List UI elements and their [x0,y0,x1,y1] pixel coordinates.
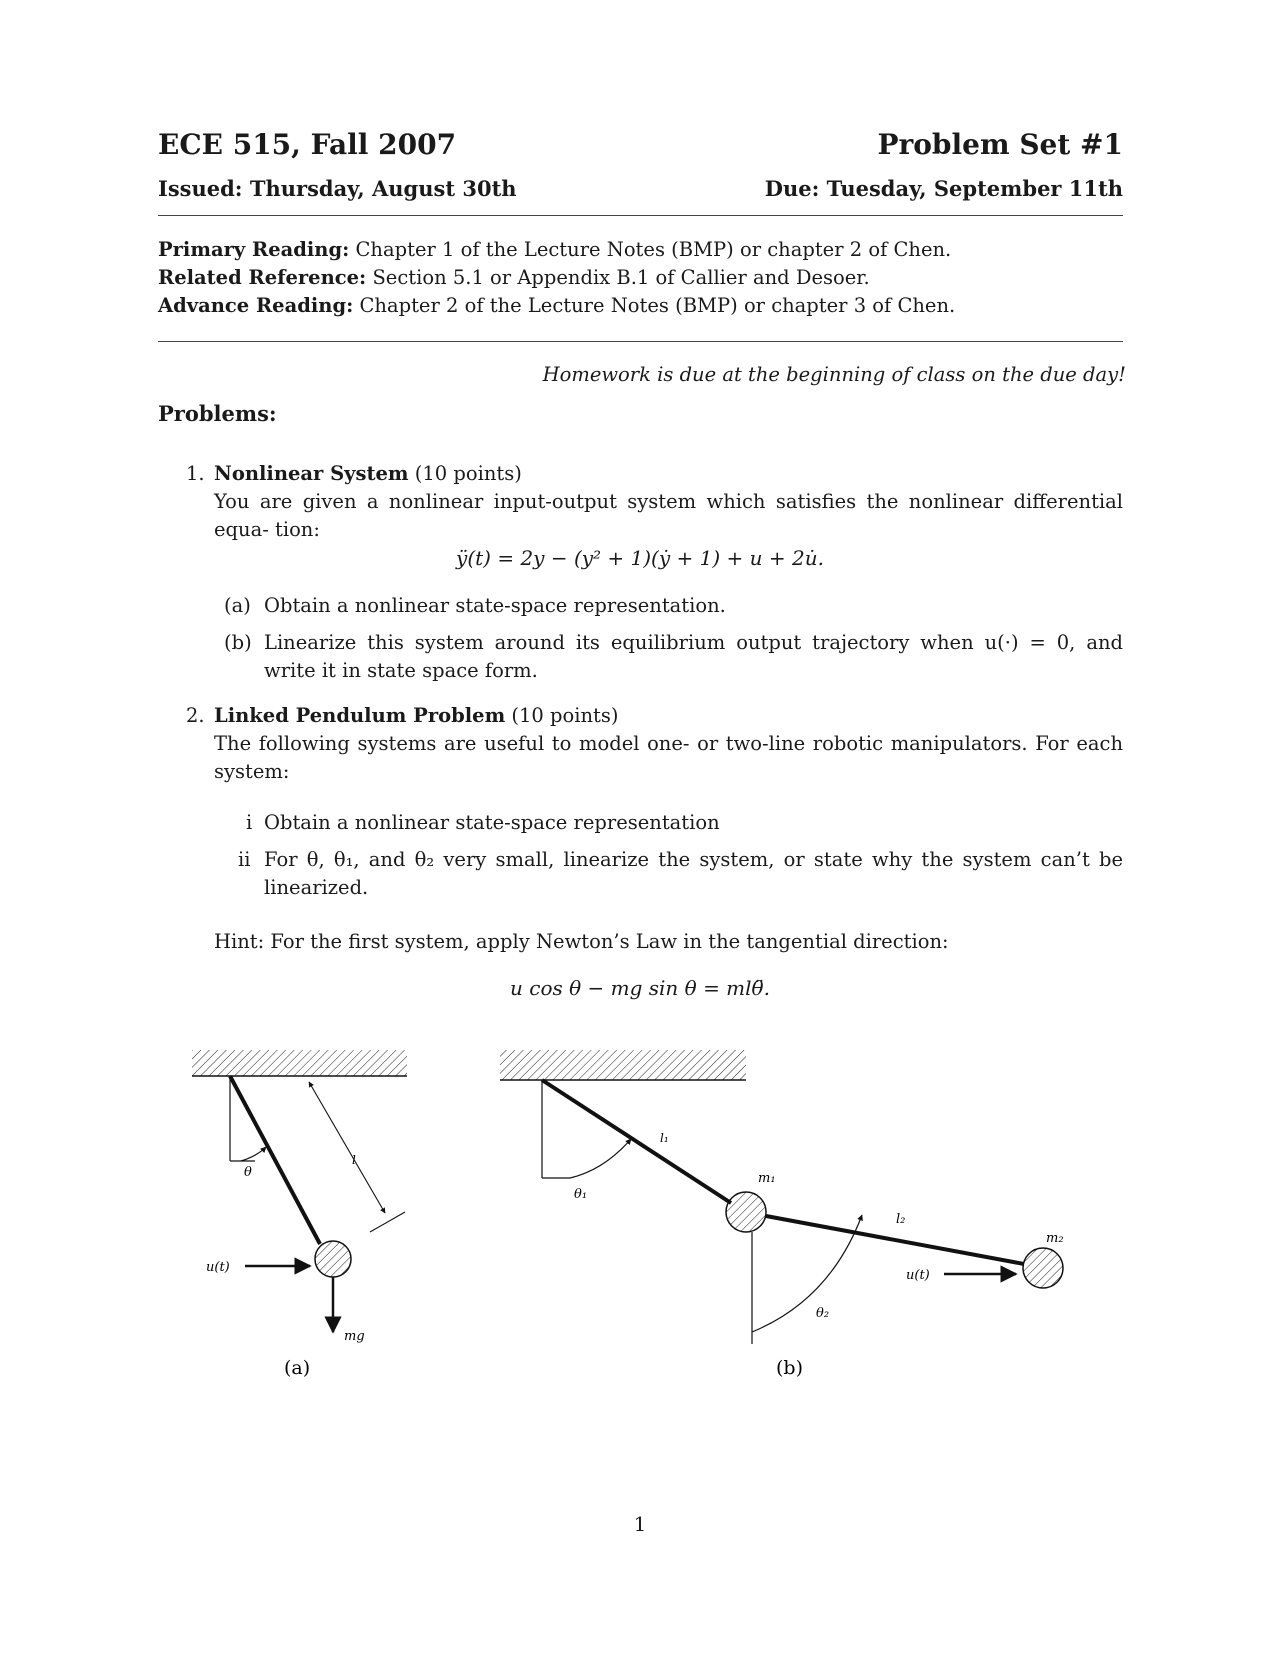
figure-b-input-label: u(t) [906,1268,930,1283]
problem2-points: (10 points) [511,704,619,727]
problem2-hint-equation: u cos θ − mg sin θ = mlθ̈. [510,976,770,1000]
figure-a-theta-label: θ [244,1165,252,1180]
figure-b-theta2-label: θ₂ [816,1306,830,1321]
problems-heading: Problems: [158,401,277,426]
figure-b-mass-1 [726,1192,766,1232]
issued-date: Issued: Thursday, August 30th [158,176,517,201]
problem1-title: Nonlinear System [214,462,409,485]
problem1-equation: ÿ(t) = 2y − (y² + 1)(ẏ + 1) + u + 2u̇. [456,546,824,570]
figure-b-caption: (b) [776,1357,803,1379]
figure-b-m1-label: m₁ [758,1171,776,1186]
figure-a-mass [315,1241,351,1277]
problem-set-title: Problem Set #1 [877,128,1123,161]
primary-reading-label: Primary Reading: [158,238,350,261]
figure-b-theta1-label: θ₁ [574,1187,588,1202]
figure-b-rod-1 [542,1080,731,1203]
problem1-part-b-marker: (b) [224,631,252,654]
problem1-intro: You are given a nonlinear input-output system which satisfies the nonlinear differential equa- tion: [214,490,1123,541]
primary-reading [158,236,951,264]
figure-b-l1-label: l₁ [660,1131,669,1145]
problem2-number: 2. [186,704,205,727]
problem2-intro: The following systems are useful to model one- or two-line robotic manipulators. For each system: [214,732,1123,783]
course-title: ECE 515, Fall 2007 [158,128,457,161]
problem1-heading [214,460,522,488]
related-reference-label: Related Reference: [158,266,367,289]
figure-b-l2-label: l₂ [896,1212,906,1227]
figure-a [192,1050,407,1379]
figure-b-mass-2 [1023,1248,1063,1288]
figure-a-ceiling [192,1050,407,1076]
problem2-title: Linked Pendulum Problem [214,704,506,727]
readings-rule [158,341,1123,342]
related-reference [158,264,870,292]
homework-note: Homework is due at the beginning of class on the due day! [542,363,1126,386]
advance-reading-text: Chapter 2 of the Lecture Notes (BMP) or chapter 3 of Chen. [359,294,956,317]
due-date: Due: Tuesday, September 11th [764,176,1123,201]
figure-b [500,1050,1064,1379]
problem1-number: 1. [186,462,205,485]
advance-reading [158,292,955,320]
figure-a-length-arrow [309,1082,385,1213]
header-rule [158,215,1123,216]
figure-a-theta-arc [241,1147,266,1161]
figure-a-gravity-label: mg [344,1329,365,1344]
problem2-item-i-marker: i [246,811,253,834]
figure-b-ceiling [500,1050,746,1080]
problem2-hint: Hint: For the first system, apply Newton’s Law in the tangential direction: [214,930,949,953]
problem1-part-b: Linearize this system around its equilibrium output trajectory when u(·) = 0, and write it in state space form. [264,631,1123,682]
problem2-heading [214,702,619,730]
primary-reading-text: Chapter 1 of the Lecture Notes (BMP) or chapter 2 of Chen. [355,238,952,261]
problem1-part-a: Obtain a nonlinear state-space representation. [264,594,726,617]
problem2-item-ii-marker: ii [238,848,251,871]
figure-a-length-label: l [352,1153,356,1167]
figure-b-theta1-arc [570,1139,631,1178]
figure-a-caption: (a) [284,1357,311,1379]
problem2-item-i: Obtain a nonlinear state-space representation [264,811,720,834]
page-number: 1 [633,1512,647,1536]
figure-b-m2-label: m₂ [1046,1231,1064,1246]
figure-a-input-label: u(t) [206,1260,230,1275]
problem1-part-a-marker: (a) [224,594,251,617]
advance-reading-label: Advance Reading: [158,294,354,317]
problem2-item-ii: For θ, θ₁, and θ₂ very small, linearize the system, or state why the system can’t be linearized. [264,848,1123,899]
related-reference-text: Section 5.1 or Appendix B.1 of Callier and Desoer. [372,266,870,289]
figure-b-rod-2 [766,1216,1024,1264]
pendulum-figures [0,1030,1280,1490]
problem1-points: (10 points) [414,462,522,485]
